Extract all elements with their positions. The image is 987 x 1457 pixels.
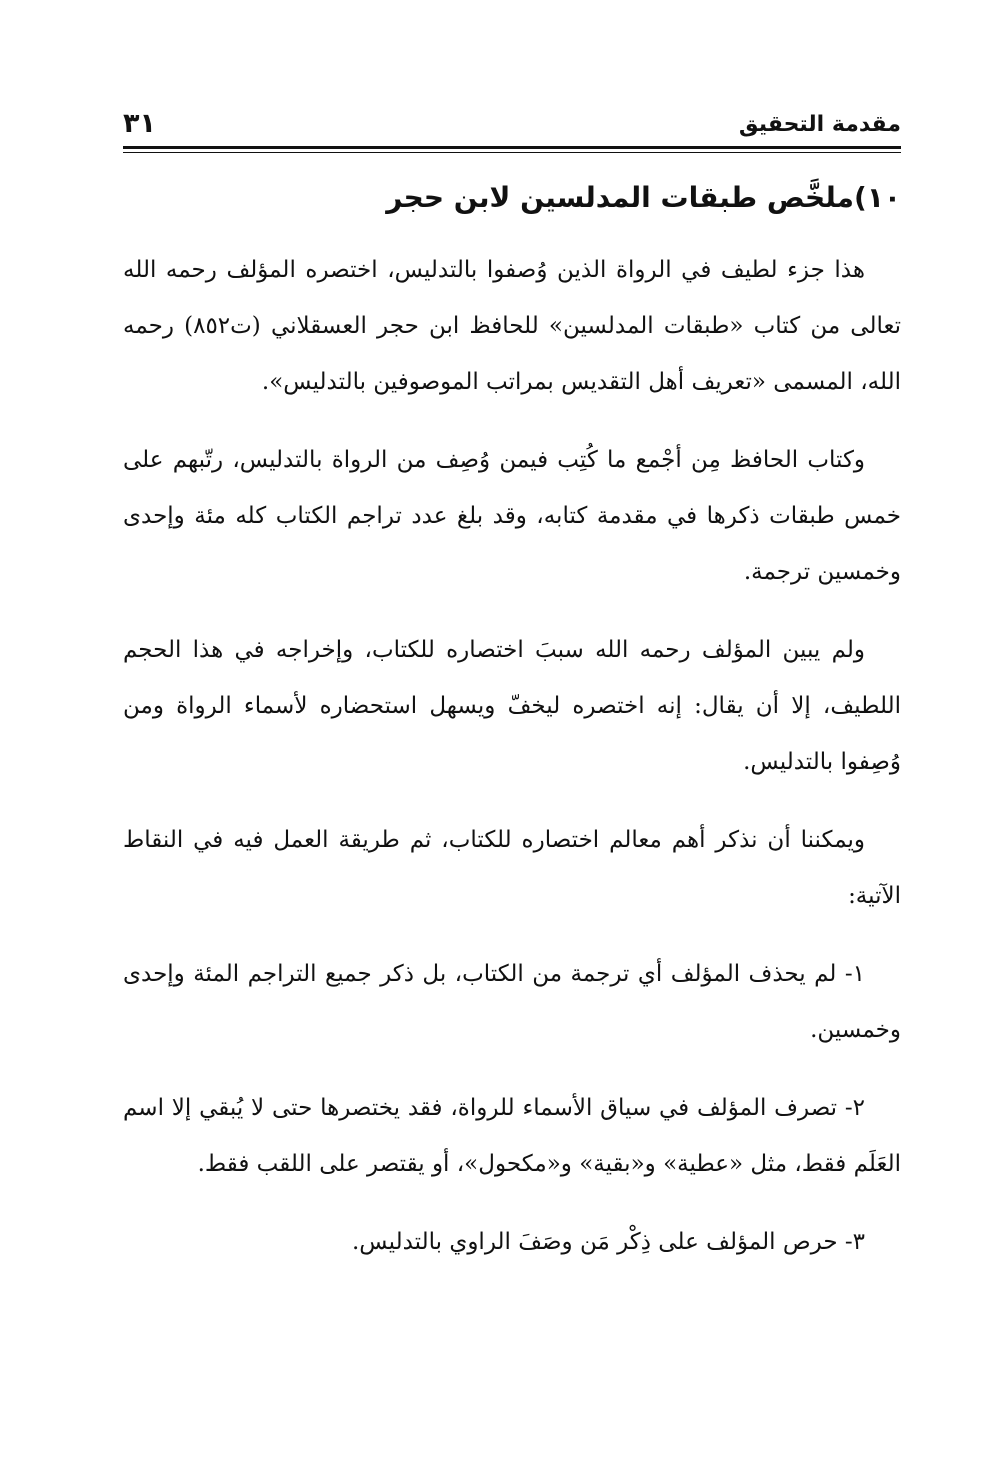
list-item-1: ١- لم يحذف المؤلف أي ترجمة من الكتاب، بل ذكر جميع التراجم المئة وإحدى وخمسين. (123, 961, 901, 1043)
page-content (123, 168, 901, 1292)
section-heading: ١٠)ملخَّص طبقات المدلسين لابن حجر (386, 181, 901, 214)
header-rule-thin (123, 152, 901, 153)
page-number: ٣١ (123, 108, 156, 139)
paragraph-abridgement-reason: ولم يبين المؤلف رحمه الله سببَ اختصاره للكتاب، وإخراجه في هذا الحجم اللطيف، إلا أن يقال: إنه اختصره ليخفّ ويسهل استحضاره لأسماء الرواة ومن وُصِفوا بالتدليس. (123, 637, 901, 775)
paragraph-intro: هذا جزء لطيف في الرواة الذين وُصفوا بالتدليس، اختصره المؤلف رحمه الله تعالى من كتاب «طبقات المدلسين» للحافظ ابن حجر العسقلاني (ت٨٥٢) رحمه الله، المسمى «تعريف أهل التقديس بمراتب الموصوفين بالتدليس». (123, 257, 901, 395)
page-header (123, 108, 901, 142)
list-item-3: ٣- حرص المؤلف على ذِكْر مَن وصَفَ الراوي بالتدليس. (352, 1229, 865, 1255)
header-rule-thick (123, 146, 901, 149)
list-item-2: ٢- تصرف المؤلف في سياق الأسماء للرواة، فقد يختصرها حتى لا يُبقي إلا اسم العَلَم فقط، مثل «عطية» و«بقية» و«مكحول»، أو يقتصر على اللقب فقط. (123, 1095, 901, 1177)
running-title: مقدمة التحقيق (738, 112, 901, 137)
paragraph-book-description: وكتاب الحافظ مِن أجْمع ما كُتِب فيمن وُصِف من الرواة بالتدليس، رتّبهم على خمس طبقات ذكرها في مقدمة كتابه، وقد بلغ عدد تراجم الكتاب كله مئة وإحدى وخمسين ترجمة. (123, 447, 901, 585)
paragraph-method-intro: ويمكننا أن نذكر أهم معالم اختصاره للكتاب، ثم طريقة العمل فيه في النقاط الآتية: (123, 827, 901, 909)
